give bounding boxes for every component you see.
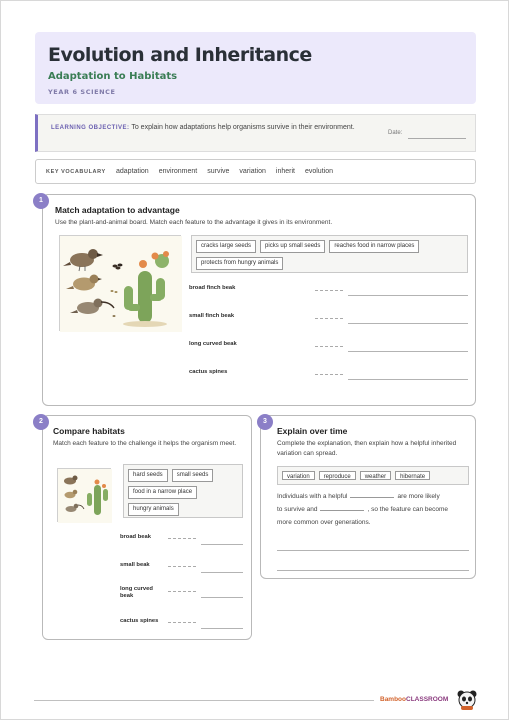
section-match-adaptation	[42, 194, 476, 406]
word-chip[interactable]: hungry animals	[128, 503, 179, 516]
vocab-word: variation	[239, 168, 266, 175]
section1-number-badge: 1	[33, 193, 49, 209]
answer-line[interactable]	[201, 572, 243, 573]
vocabulary-box	[35, 159, 476, 184]
vocabulary-label: KEY VOCABULARY	[46, 169, 106, 175]
cloze-text: to survive and	[277, 506, 318, 513]
objective-body: To explain how adaptations help organisms survive in their environment.	[131, 124, 355, 131]
cloze-text: , so the feature can become	[367, 506, 449, 513]
connector-dashes	[168, 566, 196, 567]
word-chip[interactable]: picks up small seeds	[260, 240, 325, 253]
answer-line[interactable]	[201, 628, 243, 629]
panda-logo-icon	[456, 689, 478, 716]
cloze-text: are more likely	[397, 493, 440, 500]
vocab-word: adaptation	[116, 168, 149, 175]
section2-number-badge: 2	[33, 414, 49, 430]
vocabulary-list	[116, 168, 333, 175]
brand-part: Bamboo	[380, 696, 406, 703]
connector-dashes	[168, 622, 196, 623]
answer-line[interactable]	[348, 295, 468, 296]
section2-title: Compare habitats	[53, 426, 125, 436]
vocab-word: survive	[207, 168, 230, 175]
word-chip[interactable]: hard seeds	[128, 469, 168, 482]
match-row-label: small finch beak	[189, 313, 235, 319]
word-chip[interactable]: food in a narrow place	[128, 486, 197, 499]
objective-text	[51, 123, 371, 134]
brand-wordmark	[380, 696, 448, 703]
match-row-label: broad finch beak	[189, 285, 236, 291]
footer-divider	[34, 700, 374, 701]
answer-line[interactable]	[201, 544, 243, 545]
finch-cactus-illustration	[60, 236, 182, 332]
objective-label: LEARNING OBJECTIVE:	[51, 125, 130, 131]
vocab-word: evolution	[304, 168, 333, 175]
match-row-label: long curved beak	[189, 341, 237, 347]
date-field[interactable]	[408, 138, 466, 139]
explanation-line[interactable]	[277, 550, 469, 551]
match-row-label: long curved beak	[120, 586, 153, 599]
section1-word-bank	[191, 235, 468, 273]
match-row-label: broad beak	[120, 534, 151, 540]
cloze-blank[interactable]	[320, 504, 364, 511]
explanation-line[interactable]	[277, 570, 469, 571]
word-chip[interactable]: cracks large seeds	[196, 240, 256, 253]
vocab-word: inherit	[275, 168, 295, 175]
cloze-blank[interactable]	[350, 491, 394, 498]
connector-dashes	[315, 346, 343, 347]
connector-dashes	[315, 290, 343, 291]
word-chip[interactable]: small seeds	[172, 469, 214, 482]
vocab-word: environment	[158, 168, 198, 175]
section3-number-badge: 3	[257, 414, 273, 430]
year-label: YEAR 6 SCIENCE	[48, 88, 116, 96]
match-row-label: cactus spines	[120, 618, 159, 624]
match-row-label: small beak	[120, 562, 150, 568]
cloze-paragraph	[277, 490, 472, 529]
word-chip[interactable]: weather	[360, 471, 391, 480]
connector-dashes	[168, 538, 196, 539]
section-compare-habitats	[42, 415, 252, 640]
section3-word-bank	[277, 466, 469, 485]
word-chip[interactable]: variation	[282, 471, 315, 480]
connector-dashes	[168, 591, 196, 592]
match-row-label: cactus spines	[189, 369, 228, 375]
brand-part: CLASSROOM	[406, 696, 449, 703]
cloze-text: Individuals with a helpful	[277, 493, 348, 500]
answer-line[interactable]	[348, 323, 468, 324]
finch-cactus-thumbnail	[58, 469, 112, 523]
connector-dashes	[315, 318, 343, 319]
habitat-board-image	[57, 468, 111, 522]
word-chip[interactable]: protects from hungry animals	[196, 257, 283, 270]
answer-line[interactable]	[348, 351, 468, 352]
section1-instructions: Use the plant-and-animal board. Match each feature to the advantage it gives in its environment.	[55, 219, 333, 226]
answer-line[interactable]	[201, 597, 243, 598]
section2-instructions: Match each feature to the challenge it helps the organism meet.	[53, 440, 237, 447]
word-chip[interactable]: reaches food in narrow places	[329, 240, 419, 253]
section2-word-bank	[123, 464, 243, 518]
page-title: Evolution and Inheritance	[48, 44, 312, 66]
section3-title: Explain over time	[277, 426, 348, 436]
answer-line[interactable]	[348, 379, 468, 380]
cloze-text: more common over generations.	[277, 519, 371, 526]
page-subtitle: Adaptation to Habitats	[48, 71, 178, 82]
section1-title: Match adaptation to advantage	[55, 205, 180, 215]
word-chip[interactable]: hibernate	[395, 471, 430, 480]
plant-animal-board-image	[59, 235, 181, 331]
learning-objective-box	[35, 114, 476, 152]
date-label: Date:	[388, 130, 403, 136]
connector-dashes	[315, 374, 343, 375]
word-chip[interactable]: reproduce	[319, 471, 356, 480]
section3-instructions: Complete the explanation, then explain how a helpful inherited variation can spread.	[277, 440, 457, 457]
header-banner	[35, 32, 476, 104]
section-explain-over-time	[260, 415, 476, 579]
